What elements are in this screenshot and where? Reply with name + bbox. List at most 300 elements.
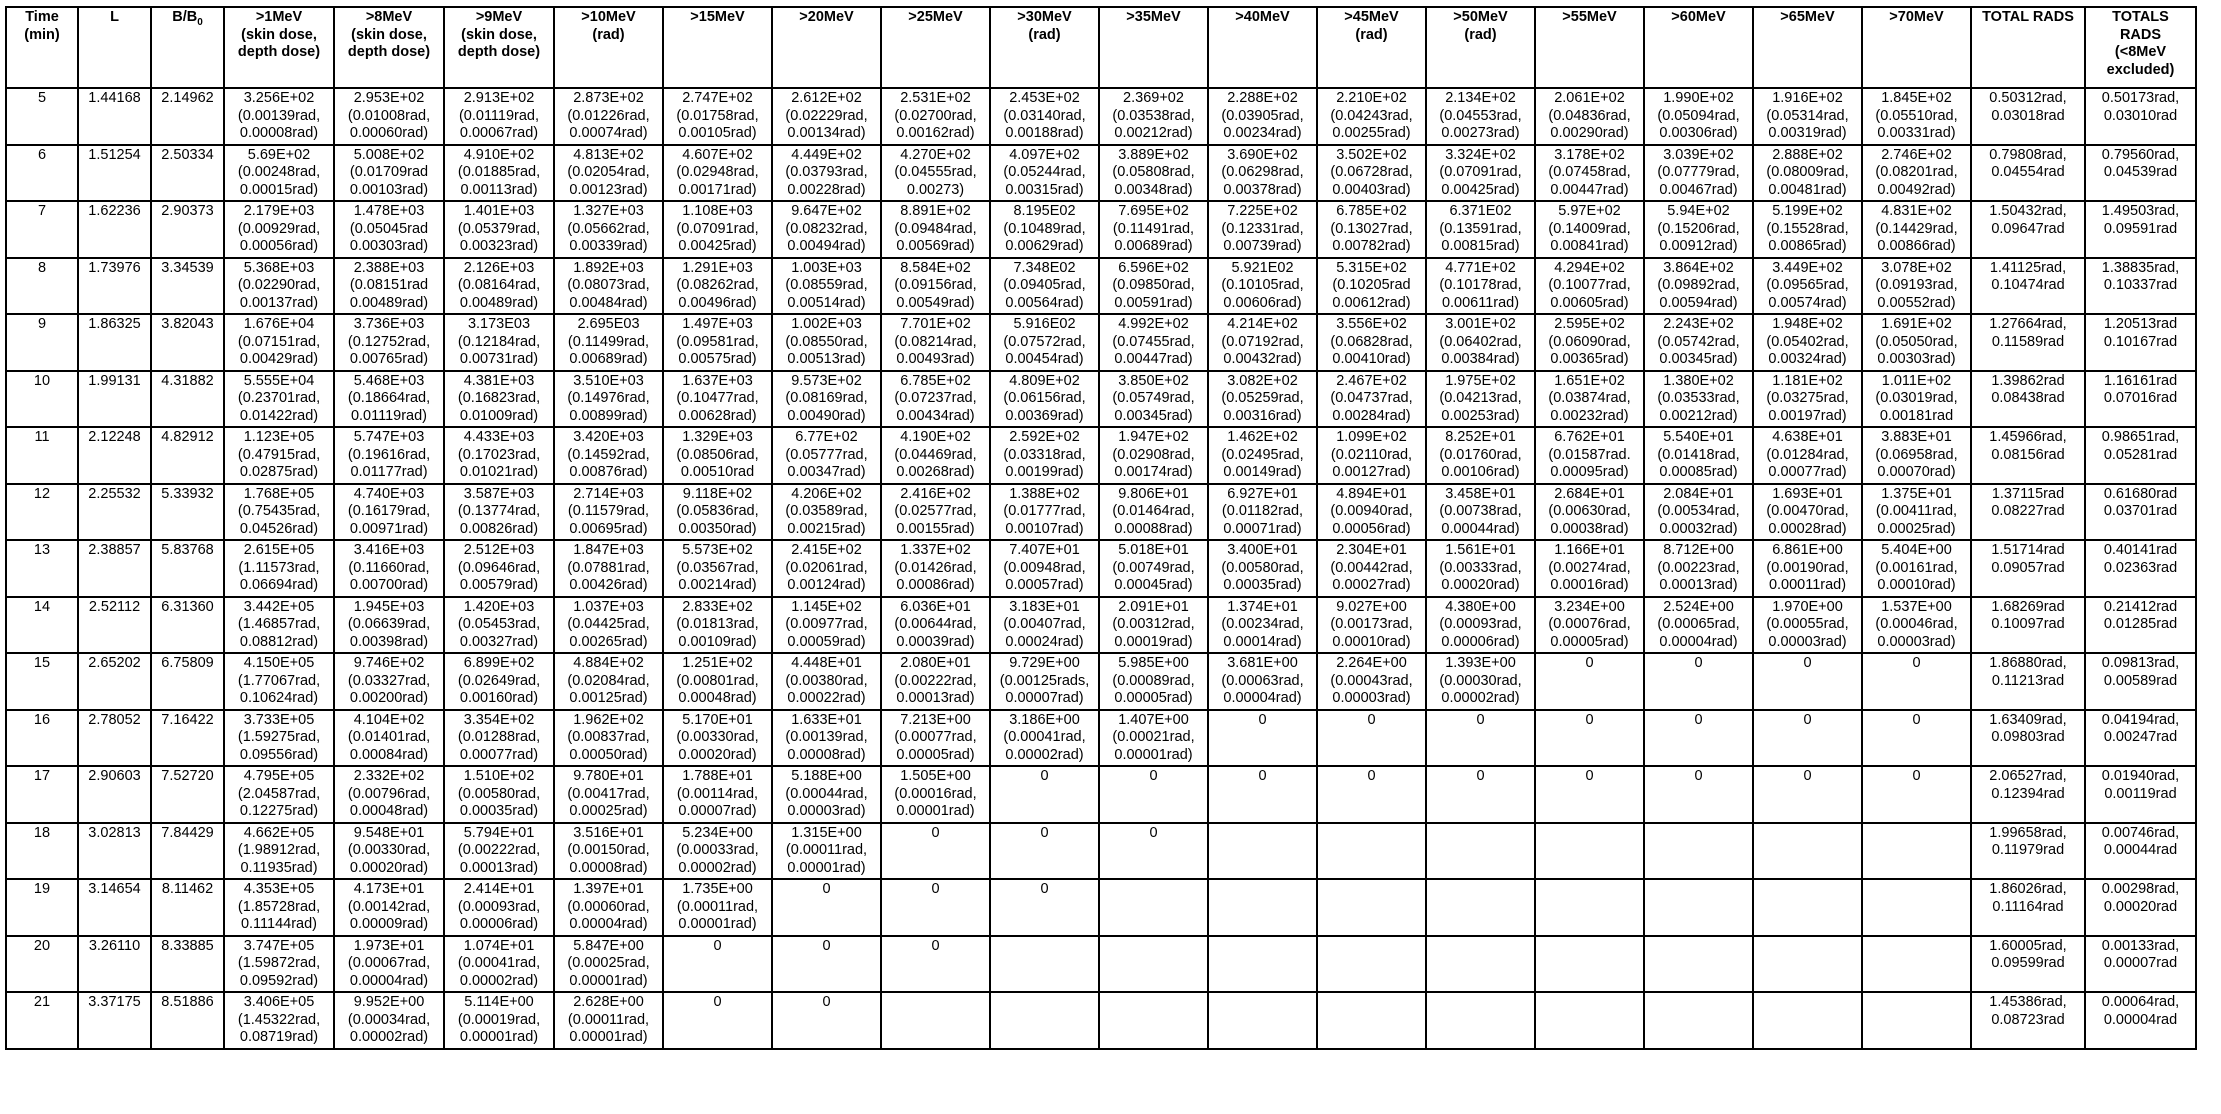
table-cell: 2.531E+02 (0.02700rad, 0.00162rad)	[881, 88, 990, 145]
table-cell: 2.06527rad, 0.12394rad	[1971, 766, 2085, 823]
table-cell: 2.414E+01 (0.00093rad, 0.00006rad)	[444, 879, 554, 936]
table-cell: 3.502E+02 (0.06728rad, 0.00403rad)	[1317, 145, 1426, 202]
table-cell: 6.899E+02 (0.02649rad, 0.00160rad)	[444, 653, 554, 710]
table-cell: 5.747E+03 (0.19616rad, 0.01177rad)	[334, 427, 444, 484]
column-header: >40MeV	[1208, 7, 1317, 88]
table-cell: 6	[6, 145, 78, 202]
table-cell: 1.462E+02 (0.02495rad, 0.00149rad)	[1208, 427, 1317, 484]
table-cell: 15	[6, 653, 78, 710]
table-cell: 1.99131	[78, 371, 151, 428]
column-header: Time (min)	[6, 7, 78, 88]
table-cell: 3.747E+05 (1.59872rad, 0.09592rad)	[224, 936, 334, 993]
table-cell: 6.785E+02 (0.07237rad, 0.00434rad)	[881, 371, 990, 428]
table-cell	[1208, 823, 1317, 880]
table-cell: 3.850E+02 (0.05749rad, 0.00345rad)	[1099, 371, 1208, 428]
table-cell	[1535, 936, 1644, 993]
table-cell: 3.587E+03 (0.13774rad, 0.00826rad)	[444, 484, 554, 541]
table-cell	[1535, 992, 1644, 1049]
table-cell: 3.039E+02 (0.07779rad, 0.00467rad)	[1644, 145, 1753, 202]
table-cell: 2.90373	[151, 201, 224, 258]
table-cell	[990, 992, 1099, 1049]
column-header: >1MeV (skin dose, depth dose)	[224, 7, 334, 88]
table-row	[6, 597, 2196, 654]
table-cell	[1862, 823, 1971, 880]
table-cell: 1.45966rad, 0.08156rad	[1971, 427, 2085, 484]
table-cell	[1644, 936, 1753, 993]
table-cell: 6.75809	[151, 653, 224, 710]
table-cell: 1.011E+02 (0.03019rad, 0.00181rad	[1862, 371, 1971, 428]
table-cell: 2.467E+02 (0.04737rad, 0.00284rad)	[1317, 371, 1426, 428]
table-cell: 1.845E+02 (0.05510rad, 0.00331rad)	[1862, 88, 1971, 145]
table-row	[6, 653, 2196, 710]
table-cell: 1.099E+02 (0.02110rad, 0.00127rad)	[1317, 427, 1426, 484]
table-cell: 3.82043	[151, 314, 224, 371]
table-cell: 1.407E+00 (0.00021rad, 0.00001rad)	[1099, 710, 1208, 767]
table-cell: 1.251E+02 (0.00801rad, 0.00048rad)	[663, 653, 772, 710]
table-cell	[1208, 879, 1317, 936]
table-cell: 0	[881, 823, 990, 880]
table-cell: 1.38835rad, 0.10337rad	[2085, 258, 2196, 315]
table-cell: 13	[6, 540, 78, 597]
table-cell: 0	[1426, 710, 1535, 767]
table-row	[6, 710, 2196, 767]
table-cell: 1.916E+02 (0.05314rad, 0.00319rad)	[1753, 88, 1862, 145]
table-row	[6, 427, 2196, 484]
column-header: >60MeV	[1644, 7, 1753, 88]
table-cell: 2.746E+02 (0.08201rad, 0.00492rad)	[1862, 145, 1971, 202]
table-cell: 1.181E+02 (0.03275rad, 0.00197rad)	[1753, 371, 1862, 428]
table-cell: 1.962E+02 (0.00837rad, 0.00050rad)	[554, 710, 663, 767]
table-cell: 1.327E+03 (0.05662rad, 0.00339rad)	[554, 201, 663, 258]
table-cell: 1.375E+01 (0.00411rad, 0.00025rad)	[1862, 484, 1971, 541]
column-header: >9MeV (skin dose, depth dose)	[444, 7, 554, 88]
table-cell: 1.39862rad 0.08438rad	[1971, 371, 2085, 428]
table-cell: 1.86880rad, 0.11213rad	[1971, 653, 2085, 710]
table-cell: 1.68269rad 0.10097rad	[1971, 597, 2085, 654]
table-cell	[1099, 879, 1208, 936]
table-cell: 0	[1535, 710, 1644, 767]
table-cell: 3.183E+01 (0.00407rad, 0.00024rad)	[990, 597, 1099, 654]
table-cell: 5.555E+04 (0.23701rad, 0.01422rad)	[224, 371, 334, 428]
table-cell: 6.371E02 (0.13591rad, 0.00815rad)	[1426, 201, 1535, 258]
table-cell: 4.448E+01 (0.00380rad, 0.00022rad)	[772, 653, 881, 710]
table-cell: 4.380E+00 (0.00093rad, 0.00006rad)	[1426, 597, 1535, 654]
table-cell: 2.369+02 (0.03538rad, 0.00212rad)	[1099, 88, 1208, 145]
table-cell: 0	[1426, 766, 1535, 823]
table-cell: 1.003E+03 (0.08559rad, 0.00514rad)	[772, 258, 881, 315]
table-cell: 1.420E+03 (0.05453rad, 0.00327rad)	[444, 597, 554, 654]
table-cell: 1.401E+03 (0.05379rad, 0.00323rad)	[444, 201, 554, 258]
column-header: >25MeV	[881, 7, 990, 88]
table-cell: 4.771E+02 (0.10178rad, 0.00611rad)	[1426, 258, 1535, 315]
table-cell: 6.77E+02 (0.05777rad, 0.00347rad)	[772, 427, 881, 484]
table-cell: 5.170E+01 (0.00330rad, 0.00020rad)	[663, 710, 772, 767]
table-cell: 8.252E+01 (0.01760rad, 0.00106rad)	[1426, 427, 1535, 484]
table-cell: 5.97E+02 (0.14009rad, 0.00841rad)	[1535, 201, 1644, 258]
table-cell: 12	[6, 484, 78, 541]
table-cell: 1.948E+02 (0.05402rad, 0.00324rad)	[1753, 314, 1862, 371]
table-cell: 1.892E+03 (0.08073rad, 0.00484rad)	[554, 258, 663, 315]
column-header: >45MeV (rad)	[1317, 7, 1426, 88]
table-cell: 5.794E+01 (0.00222rad, 0.00013rad)	[444, 823, 554, 880]
table-cell: 1.002E+03 (0.08550rad, 0.00513rad)	[772, 314, 881, 371]
table-cell: 0.00298rad, 0.00020rad	[2085, 879, 2196, 936]
table-cell: 11	[6, 427, 78, 484]
table-cell: 2.615E+05 (1.11573rad, 0.06694rad)	[224, 540, 334, 597]
table-row	[6, 936, 2196, 993]
column-header: >8MeV (skin dose, depth dose)	[334, 7, 444, 88]
table-cell: 3.442E+05 (1.46857rad, 0.08812rad)	[224, 597, 334, 654]
table-cell: 2.873E+02 (0.01226rad, 0.00074rad)	[554, 88, 663, 145]
table-cell: 1.41125rad, 0.10474rad	[1971, 258, 2085, 315]
table-cell: 4.433E+03 (0.17023rad, 0.01021rad)	[444, 427, 554, 484]
table-cell: 1.291E+03 (0.08262rad, 0.00496rad)	[663, 258, 772, 315]
table-cell: 1.510E+02 (0.00580rad, 0.00035rad)	[444, 766, 554, 823]
table-cell: 1.145E+02 (0.00977rad, 0.00059rad)	[772, 597, 881, 654]
column-header: >35MeV	[1099, 7, 1208, 88]
table-cell: 1.037E+03 (0.04425rad, 0.00265rad)	[554, 597, 663, 654]
table-cell: 2.080E+01 (0.00222rad, 0.00013rad)	[881, 653, 990, 710]
table-cell: 9.573E+02 (0.08169rad, 0.00490rad)	[772, 371, 881, 428]
table-cell: 1.315E+00 (0.00011rad, 0.00001rad)	[772, 823, 881, 880]
table-cell: 3.406E+05 (1.45322rad, 0.08719rad)	[224, 992, 334, 1049]
table-cell: 1.380E+02 (0.03533rad, 0.00212rad)	[1644, 371, 1753, 428]
table-cell: 6.596E+02 (0.09850rad, 0.00591rad)	[1099, 258, 1208, 315]
table-cell: 4.31882	[151, 371, 224, 428]
table-cell: 3.02813	[78, 823, 151, 880]
table-cell: 0	[1535, 653, 1644, 710]
table-cell: 5.199E+02 (0.15528rad, 0.00865rad)	[1753, 201, 1862, 258]
table-cell: 1.49503rad, 0.09591rad	[2085, 201, 2196, 258]
table-cell: 5.921E02 (0.10105rad, 0.00606rad)	[1208, 258, 1317, 315]
table-cell: 1.676E+04 (0.07151rad, 0.00429rad)	[224, 314, 334, 371]
table-cell: 1.37115rad 0.08227rad	[1971, 484, 2085, 541]
table-cell: 1.62236	[78, 201, 151, 258]
column-header: >50MeV (rad)	[1426, 7, 1535, 88]
table-cell: 0.00746rad, 0.00044rad	[2085, 823, 2196, 880]
table-cell: 5.847E+00 (0.00025rad, 0.00001rad)	[554, 936, 663, 993]
table-cell: 3.458E+01 (0.00738rad, 0.00044rad)	[1426, 484, 1535, 541]
table-cell: 3.37175	[78, 992, 151, 1049]
table-cell: 3.681E+00 (0.00063rad, 0.00004rad)	[1208, 653, 1317, 710]
header-row	[6, 7, 2196, 88]
table-cell: 1.633E+01 (0.00139rad, 0.00008rad)	[772, 710, 881, 767]
table-cell: 1.074E+01 (0.00041rad, 0.00002rad)	[444, 936, 554, 993]
table-cell: 4.795E+05 (2.04587rad, 0.12275rad)	[224, 766, 334, 823]
table-cell: 4.449E+02 (0.03793rad, 0.00228rad)	[772, 145, 881, 202]
column-header: >10MeV (rad)	[554, 7, 663, 88]
table-cell: 10	[6, 371, 78, 428]
table-cell: 1.970E+00 (0.00055rad, 0.00003rad)	[1753, 597, 1862, 654]
table-cell	[1317, 992, 1426, 1049]
table-cell: 1.388E+02 (0.01777rad, 0.00107rad)	[990, 484, 1099, 541]
table-cell: 0.79808rad, 0.04554rad	[1971, 145, 2085, 202]
table-cell: 6.927E+01 (0.01182rad, 0.00071rad)	[1208, 484, 1317, 541]
table-cell: 5	[6, 88, 78, 145]
table-cell: 2.332E+02 (0.00796rad, 0.00048rad)	[334, 766, 444, 823]
table-cell: 0	[1753, 653, 1862, 710]
table-cell: 8.11462	[151, 879, 224, 936]
table-cell: 1.691E+02 (0.05050rad, 0.00303rad)	[1862, 314, 1971, 371]
table-cell: 2.78052	[78, 710, 151, 767]
table-cell: 5.69E+02 (0.00248rad, 0.00015rad)	[224, 145, 334, 202]
table-cell: 0.40141rad 0.02363rad	[2085, 540, 2196, 597]
table-cell: 2.243E+02 (0.05742rad, 0.00345rad)	[1644, 314, 1753, 371]
table-cell: 1.537E+00 (0.00046rad, 0.00003rad)	[1862, 597, 1971, 654]
table-cell: 4.813E+02 (0.02054rad, 0.00123rad)	[554, 145, 663, 202]
table-cell: 2.50334	[151, 145, 224, 202]
table-cell: 3.400E+01 (0.00580rad, 0.00035rad)	[1208, 540, 1317, 597]
table-cell: 0	[1644, 653, 1753, 710]
table-cell: 3.234E+00 (0.00076rad, 0.00005rad)	[1535, 597, 1644, 654]
table-cell: 2.833E+02 (0.01813rad, 0.00109rad)	[663, 597, 772, 654]
table-cell: 6.785E+02 (0.13027rad, 0.00782rad)	[1317, 201, 1426, 258]
table-cell: 18	[6, 823, 78, 880]
table-cell: 2.592E+02 (0.03318rad, 0.00199rad)	[990, 427, 1099, 484]
table-cell: 3.516E+01 (0.00150rad, 0.00008rad)	[554, 823, 663, 880]
table-cell: 7.701E+02 (0.08214rad, 0.00493rad)	[881, 314, 990, 371]
table-cell: 0	[772, 879, 881, 936]
table-cell: 0	[1862, 710, 1971, 767]
table-cell: 2.388E+03 (0.08151rad 0.00489rad)	[334, 258, 444, 315]
table-cell	[1644, 992, 1753, 1049]
table-cell: 3.26110	[78, 936, 151, 993]
table-cell: 2.52112	[78, 597, 151, 654]
table-cell: 4.910E+02 (0.01885rad, 0.00113rad)	[444, 145, 554, 202]
table-cell: 3.354E+02 (0.01288rad, 0.00077rad)	[444, 710, 554, 767]
table-cell: 3.416E+03 (0.11660rad, 0.00700rad)	[334, 540, 444, 597]
table-cell: 9.780E+01 (0.00417rad, 0.00025rad)	[554, 766, 663, 823]
table-cell: 2.12248	[78, 427, 151, 484]
table-cell: 3.324E+02 (0.07091rad, 0.00425rad)	[1426, 145, 1535, 202]
table-cell: 0	[1644, 710, 1753, 767]
table-cell: 9.806E+01 (0.01464rad, 0.00088rad)	[1099, 484, 1208, 541]
table-cell: 1.973E+01 (0.00067rad, 0.00004rad)	[334, 936, 444, 993]
table-cell: 6.31360	[151, 597, 224, 654]
table-cell: 0	[990, 823, 1099, 880]
table-cell: 9.647E+02 (0.08232rad, 0.00494rad)	[772, 201, 881, 258]
table-row	[6, 201, 2196, 258]
table-cell: 2.695E03 (0.11499rad, 0.00689rad)	[554, 314, 663, 371]
table-cell: 4.173E+01 (0.00142rad, 0.00009rad)	[334, 879, 444, 936]
table-cell	[1317, 823, 1426, 880]
table-cell: 5.573E+02 (0.03567rad, 0.00214rad)	[663, 540, 772, 597]
table-cell: 2.90603	[78, 766, 151, 823]
table-cell: 3.449E+02 (0.09565rad, 0.00574rad)	[1753, 258, 1862, 315]
table-cell: 2.415E+02 (0.02061rad, 0.00124rad)	[772, 540, 881, 597]
table-cell: 9.952E+00 (0.00034rad, 0.00002rad)	[334, 992, 444, 1049]
table-cell: 3.178E+02 (0.07458rad, 0.00447rad)	[1535, 145, 1644, 202]
table-cell: 4.638E+01 (0.01284rad, 0.00077rad)	[1753, 427, 1862, 484]
table-cell: 2.38857	[78, 540, 151, 597]
table-cell: 1.561E+01 (0.00333rad, 0.00020rad)	[1426, 540, 1535, 597]
table-cell: 9	[6, 314, 78, 371]
table-cell: 4.740E+03 (0.16179rad, 0.00971rad)	[334, 484, 444, 541]
table-cell	[1753, 823, 1862, 880]
table-cell: 0.50173rad, 0.03010rad	[2085, 88, 2196, 145]
table-cell: 0	[772, 936, 881, 993]
table-cell: 17	[6, 766, 78, 823]
table-cell: 21	[6, 992, 78, 1049]
table-cell: 3.883E+01 (0.06958rad, 0.00070rad)	[1862, 427, 1971, 484]
table-cell: 0	[1753, 766, 1862, 823]
table-cell: 2.084E+01 (0.00534rad, 0.00032rad)	[1644, 484, 1753, 541]
table-cell: 0.00133rad, 0.00007rad	[2085, 936, 2196, 993]
table-cell: 0	[881, 936, 990, 993]
table-cell: 0.00064rad, 0.00004rad	[2085, 992, 2196, 1049]
table-cell: 3.256E+02 (0.00139rad, 0.00008rad)	[224, 88, 334, 145]
table-cell: 1.44168	[78, 88, 151, 145]
table-cell: 2.612E+02 (0.02229rad, 0.00134rad)	[772, 88, 881, 145]
table-cell: 7.52720	[151, 766, 224, 823]
table-cell: 0	[1317, 766, 1426, 823]
table-cell	[1426, 992, 1535, 1049]
table-cell: 5.404E+00 (0.00161rad, 0.00010rad)	[1862, 540, 1971, 597]
table-cell: 0.79560rad, 0.04539rad	[2085, 145, 2196, 202]
table-cell: 0	[1535, 766, 1644, 823]
table-cell: 8.584E+02 (0.09156rad, 0.00549rad)	[881, 258, 990, 315]
table-cell: 5.008E+02 (0.01709rad 0.00103rad)	[334, 145, 444, 202]
table-cell: 4.190E+02 (0.04469rad, 0.00268rad)	[881, 427, 990, 484]
table-cell: 1.99658rad, 0.11979rad	[1971, 823, 2085, 880]
table-cell: 2.416E+02 (0.02577rad, 0.00155rad)	[881, 484, 990, 541]
table-cell	[1208, 936, 1317, 993]
table-cell: 0	[663, 992, 772, 1049]
table-cell: 9.548E+01 (0.00330rad, 0.00020rad)	[334, 823, 444, 880]
table-cell: 9.027E+00 (0.00173rad, 0.00010rad)	[1317, 597, 1426, 654]
table-cell: 9.746E+02 (0.03327rad, 0.00200rad)	[334, 653, 444, 710]
table-cell: 1.329E+03 (0.08506rad, 0.00510rad	[663, 427, 772, 484]
table-cell: 4.097E+02 (0.05244rad, 0.00315rad)	[990, 145, 1099, 202]
table-cell: 1.788E+01 (0.00114rad, 0.00007rad)	[663, 766, 772, 823]
table-cell: 2.134E+02 (0.04553rad, 0.00273rad)	[1426, 88, 1535, 145]
table-cell: 2.210E+02 (0.04243rad, 0.00255rad)	[1317, 88, 1426, 145]
table-cell: 0	[1644, 766, 1753, 823]
table-cell: 7.695E+02 (0.11491rad, 0.00689rad)	[1099, 201, 1208, 258]
table-cell: 3.420E+03 (0.14592rad, 0.00876rad)	[554, 427, 663, 484]
table-cell: 0	[1862, 653, 1971, 710]
table-cell: 0.01940rad, 0.00119rad	[2085, 766, 2196, 823]
table-cell: 5.985E+00 (0.00089rad, 0.00005rad)	[1099, 653, 1208, 710]
table-cell: 7.407E+01 (0.00948rad, 0.00057rad)	[990, 540, 1099, 597]
table-cell	[1317, 936, 1426, 993]
table-cell: 7.348E02 (0.09405rad, 0.00564rad)	[990, 258, 1099, 315]
table-cell: 2.953E+02 (0.01008rad, 0.00060rad)	[334, 88, 444, 145]
table-cell: 2.453E+02 (0.03140rad, 0.00188rad)	[990, 88, 1099, 145]
table-cell: 5.916E02 (0.07572rad, 0.00454rad)	[990, 314, 1099, 371]
table-cell: 7.213E+00 (0.00077rad, 0.00005rad)	[881, 710, 990, 767]
table-cell: 1.374E+01 (0.00234rad, 0.00014rad)	[1208, 597, 1317, 654]
table-cell: 5.468E+03 (0.18664rad, 0.01119rad)	[334, 371, 444, 428]
table-cell: 4.353E+05 (1.85728rad, 0.11144rad)	[224, 879, 334, 936]
table-cell: 1.60005rad, 0.09599rad	[1971, 936, 2085, 993]
table-row	[6, 88, 2196, 145]
table-cell: 3.556E+02 (0.06828rad, 0.00410rad)	[1317, 314, 1426, 371]
table-row	[6, 992, 2196, 1049]
table-cell: 1.45386rad, 0.08723rad	[1971, 992, 2085, 1049]
table-cell: 0	[772, 992, 881, 1049]
table-cell: 2.264E+00 (0.00043rad, 0.00003rad)	[1317, 653, 1426, 710]
table-cell: 0	[1753, 710, 1862, 767]
table-cell: 0.04194rad, 0.00247rad	[2085, 710, 2196, 767]
table-cell: 0	[663, 936, 772, 993]
table-row	[6, 371, 2196, 428]
table-cell	[1753, 936, 1862, 993]
table-cell: 3.34539	[151, 258, 224, 315]
table-cell: 2.179E+03 (0.00929rad, 0.00056rad)	[224, 201, 334, 258]
table-cell: 8	[6, 258, 78, 315]
table-cell: 1.735E+00 (0.00011rad, 0.00001rad)	[663, 879, 772, 936]
table-cell	[1208, 992, 1317, 1049]
table-cell: 8.891E+02 (0.09484rad, 0.00569rad)	[881, 201, 990, 258]
table-cell	[1862, 992, 1971, 1049]
table-body	[6, 88, 2196, 1049]
table-cell: 1.16161rad 0.07016rad	[2085, 371, 2196, 428]
table-cell: 7.16422	[151, 710, 224, 767]
table-cell: 2.061E+02 (0.04836rad, 0.00290rad)	[1535, 88, 1644, 145]
table-row	[6, 145, 2196, 202]
table-cell: 3.082E+02 (0.05259rad, 0.00316rad)	[1208, 371, 1317, 428]
table-cell: 3.889E+02 (0.05808rad, 0.00348rad)	[1099, 145, 1208, 202]
table-cell	[1426, 936, 1535, 993]
table-cell: 0	[1099, 766, 1208, 823]
table-cell	[1099, 992, 1208, 1049]
table-cell	[990, 936, 1099, 993]
table-cell	[1317, 879, 1426, 936]
table-cell: 1.166E+01 (0.00274rad, 0.00016rad)	[1535, 540, 1644, 597]
table-cell: 4.884E+02 (0.02084rad, 0.00125rad)	[554, 653, 663, 710]
table-cell	[1644, 823, 1753, 880]
table-row	[6, 823, 2196, 880]
column-header: >70MeV	[1862, 7, 1971, 88]
table-cell: 4.270E+02 (0.04555rad, 0.00273)	[881, 145, 990, 202]
table-cell: 3.736E+03 (0.12752rad, 0.00765rad)	[334, 314, 444, 371]
table-cell: 6.861E+00 (0.00190rad, 0.00011rad)	[1753, 540, 1862, 597]
table-cell: 8.51886	[151, 992, 224, 1049]
table-cell: 4.381E+03 (0.16823rad, 0.01009rad)	[444, 371, 554, 428]
table-cell: 1.20513rad 0.10167rad	[2085, 314, 2196, 371]
table-cell: 16	[6, 710, 78, 767]
table-cell: 0	[1317, 710, 1426, 767]
table-row	[6, 484, 2196, 541]
table-cell: 3.078E+02 (0.09193rad, 0.00552rad)	[1862, 258, 1971, 315]
table-cell: 19	[6, 879, 78, 936]
column-header: L	[78, 7, 151, 88]
table-cell: 5.83768	[151, 540, 224, 597]
table-cell: 2.684E+01 (0.00630rad, 0.00038rad)	[1535, 484, 1644, 541]
table-cell: 1.478E+03 (0.05045rad 0.00303rad)	[334, 201, 444, 258]
table-cell: 3.186E+00 (0.00041rad, 0.00002rad)	[990, 710, 1099, 767]
table-cell: 0	[990, 766, 1099, 823]
table-cell: 6.036E+01 (0.00644rad, 0.00039rad)	[881, 597, 990, 654]
table-cell: 1.847E+03 (0.07881rad, 0.00426rad)	[554, 540, 663, 597]
table-cell: 2.25532	[78, 484, 151, 541]
table-cell: 8.33885	[151, 936, 224, 993]
table-cell	[1644, 879, 1753, 936]
table-cell: 1.637E+03 (0.10477rad, 0.00628rad)	[663, 371, 772, 428]
table-cell: 2.14962	[151, 88, 224, 145]
table-cell: 7.225E+02 (0.12331rad, 0.00739rad)	[1208, 201, 1317, 258]
table-cell: 2.304E+01 (0.00442rad, 0.00027rad)	[1317, 540, 1426, 597]
table-cell: 5.33932	[151, 484, 224, 541]
table-container	[5, 6, 2197, 1050]
table-cell: 4.662E+05 (1.98912rad, 0.11935rad)	[224, 823, 334, 880]
table-cell: 1.945E+03 (0.06639rad, 0.00398rad)	[334, 597, 444, 654]
table-header	[6, 7, 2196, 88]
table-cell: 9.729E+00 (0.00125rads, 0.00007rad)	[990, 653, 1099, 710]
table-cell: 2.913E+02 (0.01119rad, 0.00067rad)	[444, 88, 554, 145]
table-cell: 2.65202	[78, 653, 151, 710]
